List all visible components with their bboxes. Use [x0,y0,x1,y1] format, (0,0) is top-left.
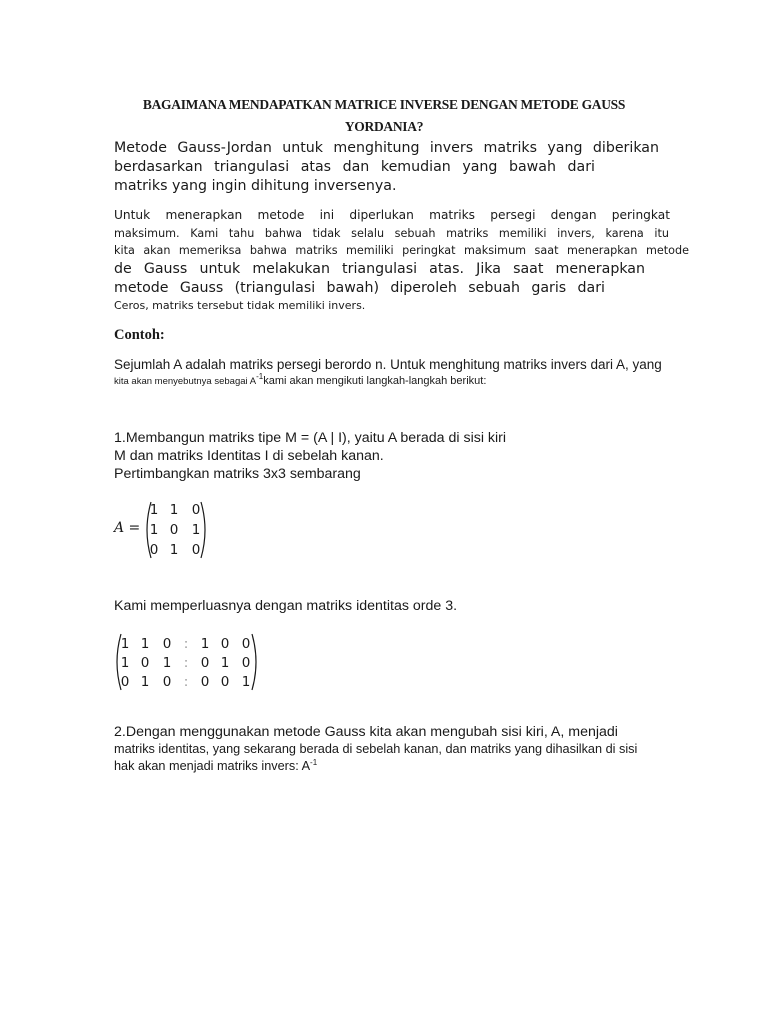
augmented-separator: : [183,674,189,690]
example-intro [114,356,674,390]
method-line-6: Ceros, matriks tersebut tidak memiliki invers. [114,298,366,312]
augmented-cell: 0 [140,655,150,671]
step-2-line-2: matriks identitas, yang sekarang berada di sebelah kanan, dan matriks yang dihasilkan di sisi [114,742,638,756]
title-line-1: BAGAIMANA MENDAPATKAN MATRICE INVERSE DENGAN METODE GAUSS [142,97,626,112]
step-1-line-2: M dan matriks Identitas I di sebelah kanan. [114,448,384,464]
example-intro-line-2-rest: kami akan mengikuti langkah-langkah berikut: [263,375,487,387]
inverse-superscript: -1 [256,372,264,381]
example-intro-line-1: Sejumlah A adalah matriks persegi berordo n. Untuk menghitung matriks invers dari A, yang [114,357,662,372]
augmented-cell: 1 [162,655,172,671]
matrix-a [142,500,210,560]
example-heading: Contoh: [114,327,165,343]
augmented-cell: 0 [241,655,251,671]
augmented-cell: 1 [120,636,130,652]
augmented-cell: 1 [120,655,130,671]
matrix-a-cell: 1 [191,522,201,538]
matrix-a-cell: 1 [169,542,179,558]
augmented-cell: 0 [200,655,210,671]
example-intro-line-2 [114,373,674,390]
augmented-cell: 0 [200,674,210,690]
matrix-a-cell: 1 [169,502,179,518]
inverse-superscript: -1 [310,758,318,767]
document-title [100,94,668,138]
extend-text: Kami memperluasnya dengan matriks identitas orde 3. [114,598,458,614]
method-line-5: metode Gauss (triangulasi bawah) diperoleh sebuah garis dari [114,279,605,296]
augmented-cell: 0 [220,636,230,652]
augmented-cell: 1 [140,636,150,652]
example-intro-line-2-small: kita akan menyebutnya sebagai A [114,376,257,387]
augmented-cell: 0 [220,674,230,690]
augmented-cell: 1 [140,674,150,690]
augmented-cell: 0 [241,636,251,652]
augmented-cell: 1 [200,636,210,652]
augmented-cell: 0 [120,674,130,690]
matrix-a-cell: 0 [191,502,201,518]
step-1-line-1: 1.Membangun matriks tipe M = (A | I), yaitu A berada di sisi kiri [114,430,507,446]
matrix-a-cell: 0 [191,542,201,558]
augmented-separator: : [183,655,189,671]
step-2-line-1: 2.Dengan menggunakan metode Gauss kita akan mengubah sisi kiri, A, menjadi [114,724,618,740]
augmented-cell: 0 [162,674,172,690]
matrix-a-cell: 1 [149,502,159,518]
method-line-2: maksimum. Kami tahu bahwa tidak selalu sebuah matriks memiliki invers, karena itu [114,226,669,240]
intro-line-3: matriks yang ingin dihitung inversenya. [114,178,397,194]
method-line-3: kita akan memeriksa bahwa matriks memiliki peringkat maksimum saat menerapkan metode [114,244,689,257]
matrix-a-cell: 0 [149,542,159,558]
step-2-line-3-text: hak akan menjadi matriks invers: A [114,759,311,773]
title-line-2: YORDANIA? [344,119,424,134]
augmented-cell: 1 [241,674,251,690]
step-1 [114,429,506,483]
step-2 [114,724,637,775]
intro-line-1: Metode Gauss-Jordan untuk menghitung invers matriks yang diberikan [114,140,659,156]
augmented-matrix [112,632,262,692]
matrix-a-label: A = [114,520,141,536]
augmented-separator: : [183,636,189,652]
intro-paragraph [114,139,659,196]
matrix-a-cell: 0 [169,522,179,538]
intro-line-2: berdasarkan triangulasi atas dan kemudian yang bawah dari [114,159,595,175]
augmented-cell: 1 [220,655,230,671]
augmented-cell: 0 [162,636,172,652]
method-line-4: de Gauss untuk melakukan triangulasi atas. Jika saat menerapkan [114,260,645,277]
method-paragraph [114,207,689,313]
step-2-line-3 [114,758,637,775]
method-line-1: Untuk menerapkan metode ini diperlukan matriks persegi dengan peringkat [114,208,670,222]
step-1-line-3: Pertimbangkan matriks 3x3 sembarang [114,466,361,482]
matrix-a-cell: 1 [149,522,159,538]
